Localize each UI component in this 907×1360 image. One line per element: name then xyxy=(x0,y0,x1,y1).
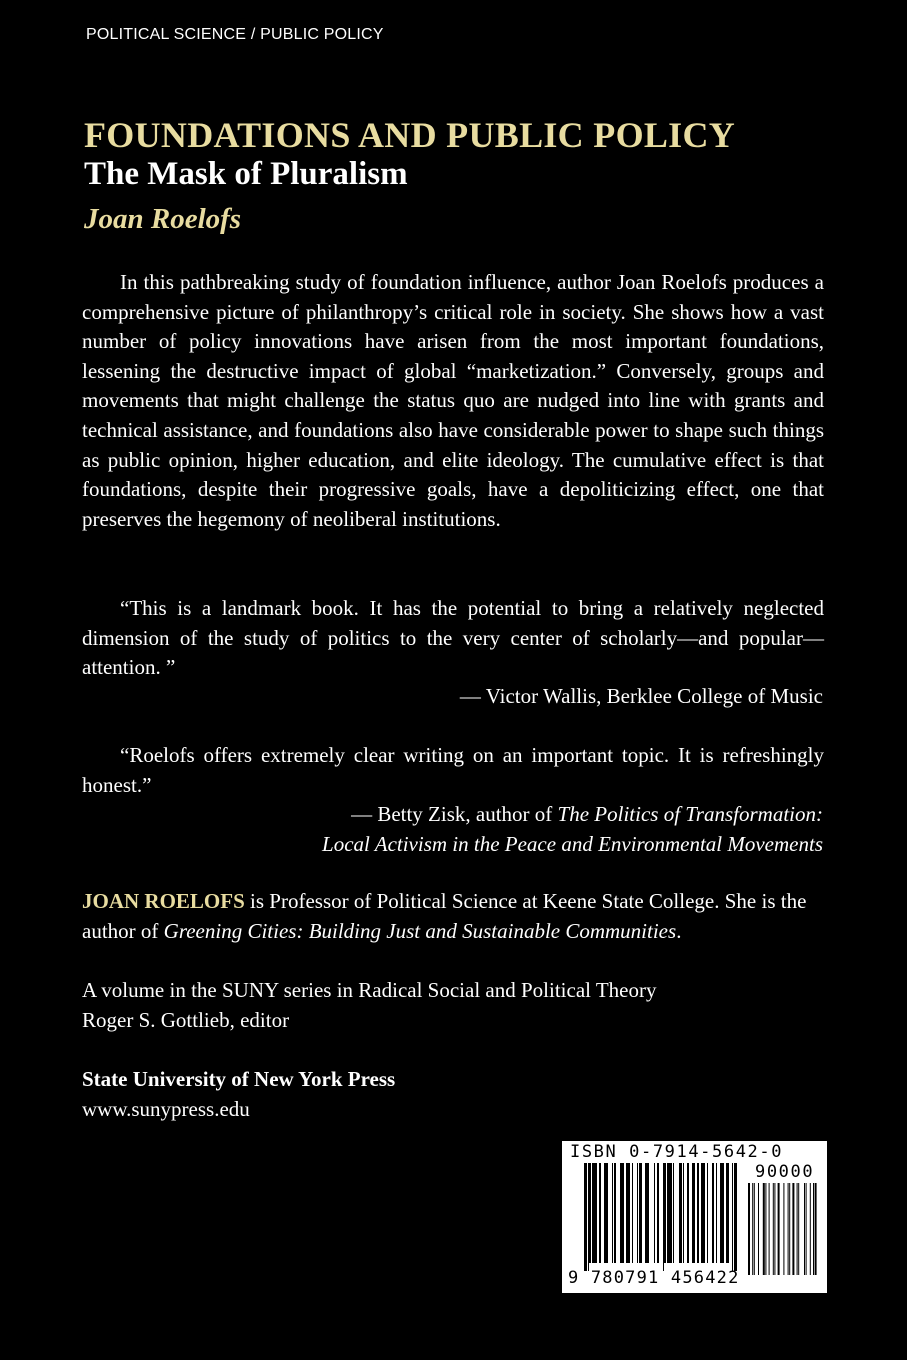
book-subtitle: The Mask of Pluralism xyxy=(84,156,408,192)
author-bio-name: JOAN ROELOFS xyxy=(82,889,245,913)
series-line: A volume in the SUNY series in Radical Social and Political Theory xyxy=(82,978,657,1002)
author-bio-end: . xyxy=(676,918,682,943)
review-quote-2: “Roelofs offers extremely clear writing on an important topic. It is refreshingly honest.” xyxy=(82,743,824,797)
publisher-name: State University of New York Press xyxy=(82,1067,396,1091)
attribution-book-title-line1: The Politics of Transformation: xyxy=(557,802,823,826)
author-bio-book: Greening Cities: Building Just and Sustainable Communities xyxy=(163,918,677,943)
category-label: POLITICAL SCIENCE / PUBLIC POLICY xyxy=(86,26,384,43)
book-title: FOUNDATIONS AND PUBLIC POLICY xyxy=(84,115,736,155)
attribution-book-title-line2: Local Activism in the Peace and Environmental Movements xyxy=(322,831,823,856)
series-info xyxy=(82,976,824,1035)
publisher-info xyxy=(82,1065,824,1124)
review-quote-1: “This is a landmark book. It has the potential to bring a relatively neglected dimension of the study of politics to the very center of scholarly—and popular—attention. ” xyxy=(82,596,824,680)
price-addon-label: 90000 xyxy=(755,1162,815,1182)
review-attribution-1: — Victor Wallis, Berklee College of Music xyxy=(459,684,823,708)
author-bio xyxy=(82,887,824,946)
barcode xyxy=(562,1141,827,1293)
ean-label: 9 780791 456422 xyxy=(568,1268,740,1288)
publisher-url: www.sunypress.edu xyxy=(82,1096,250,1121)
author-bio-text: is Professor of Political Science at Keene State College. She is the author of xyxy=(82,889,807,943)
isbn-label: ISBN 0-7914-5642-0 xyxy=(570,1142,784,1162)
series-editor: Roger S. Gottlieb, editor xyxy=(82,1007,290,1032)
review-attribution-2 xyxy=(81,800,823,859)
attribution-prefix: — Betty Zisk, author of xyxy=(351,802,558,826)
book-author: Joan Roelofs xyxy=(84,203,242,235)
book-description: In this pathbreaking study of foundation influence, author Joan Roelofs produces a comprehensive picture of philanthropy’s critical role in society. She shows how a vast number of policy innovations have arisen from the most important foundations, lessening the destructive impact of global “marketization.” Conversely, groups and movements that might challenge the status quo are nudged into line with grants and technical assistance, and foundations also have considerable power to shape such things as public opinion, higher education, and elite ideology. The cumulative effect is that foundations, despite their progressive goals, have a depoliticizing effect, one that preserves the hegemony of neoliberal institutions. xyxy=(82,270,824,531)
